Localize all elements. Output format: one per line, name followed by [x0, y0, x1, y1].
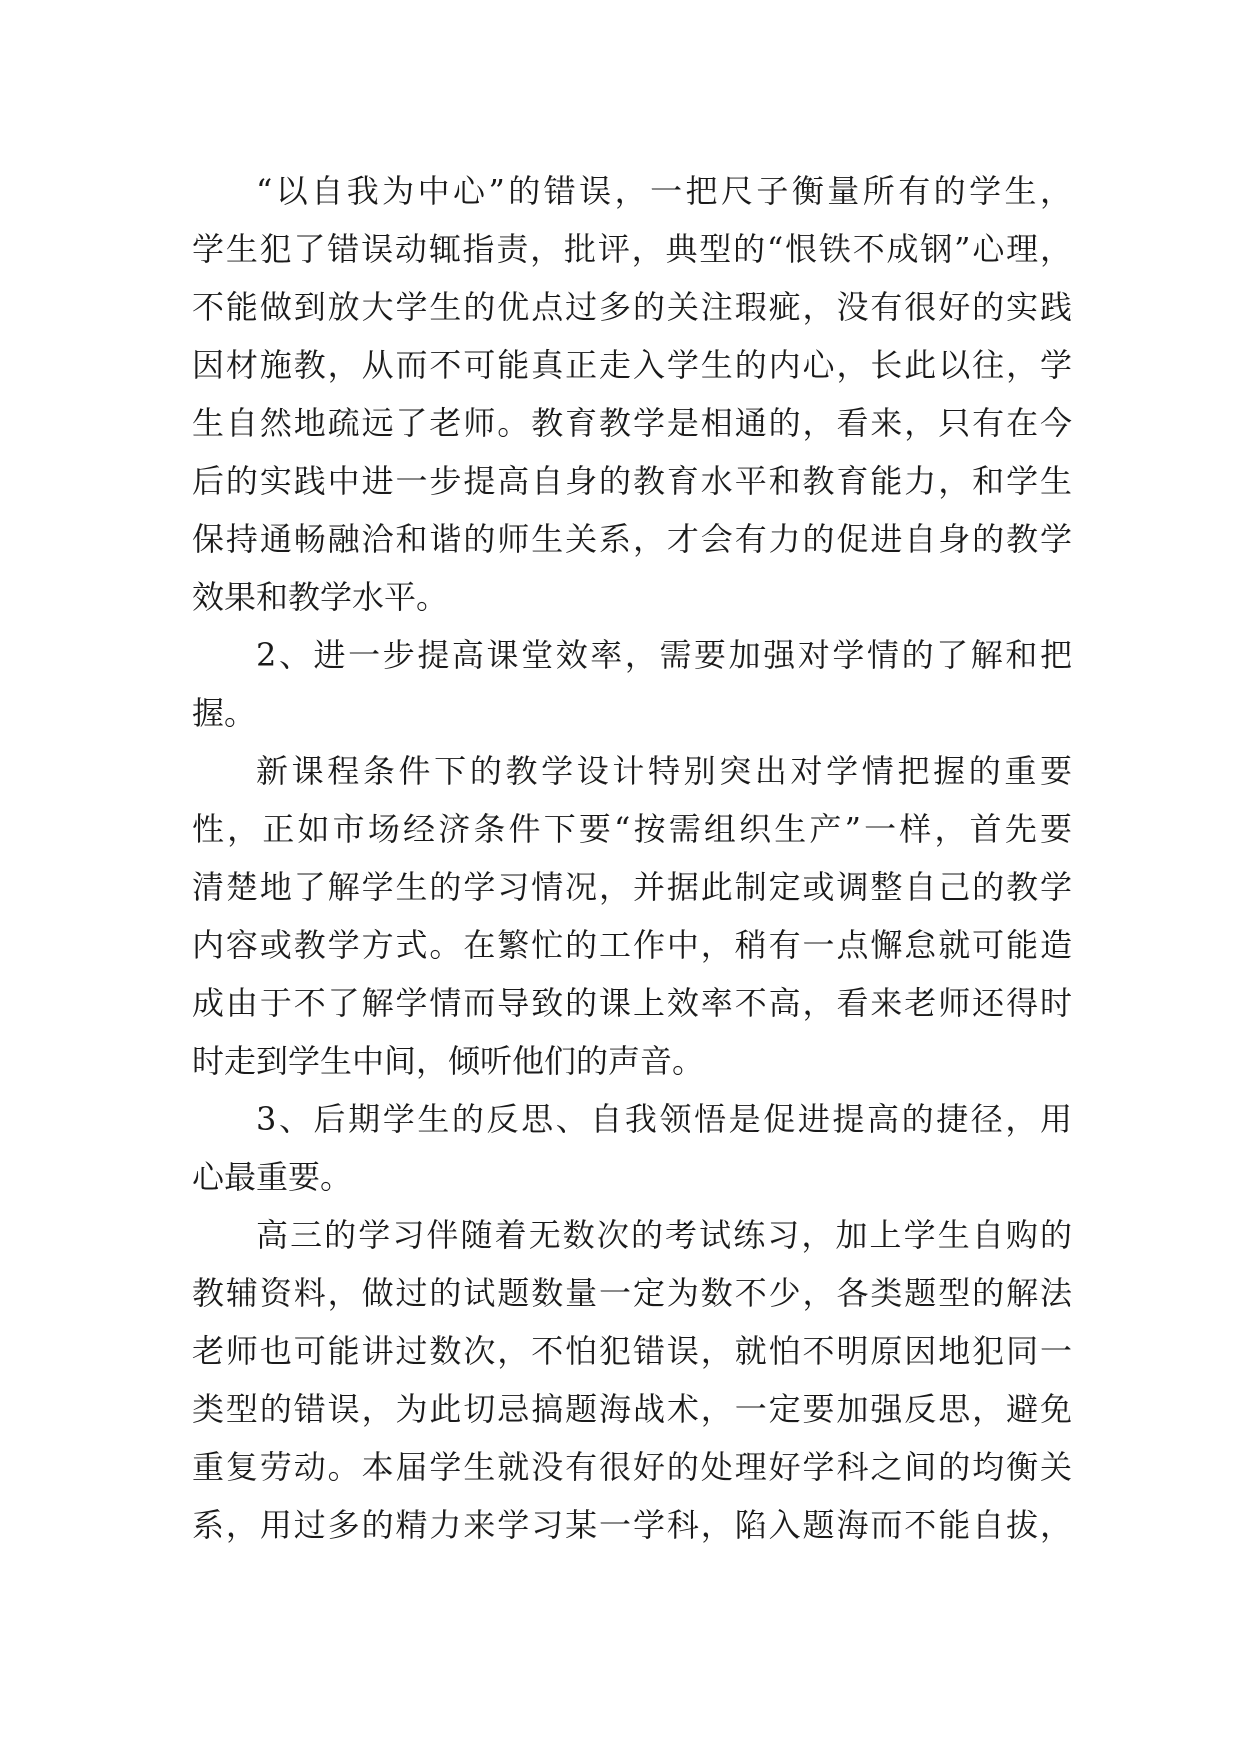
- text-line: 时走到学生中间，倾听他们的声音。: [192, 1042, 705, 1080]
- text-line: 清楚地了解学生的学习情况，并据此制定或调整自己的教学: [192, 868, 1072, 906]
- body-text: [192, 162, 1072, 1554]
- text-line: 不能做到放大学生的优点过多的关注瑕疵，没有很好的实践: [192, 288, 1072, 326]
- text-line: 类型的错误，为此切忌搞题海战术，一定要加强反思，避免: [192, 1390, 1072, 1428]
- text-line: 内容或教学方式。在繁忙的工作中，稍有一点懈怠就可能造: [192, 926, 1072, 964]
- text-line: 保持通畅融洽和谐的师生关系，才会有力的促进自身的教学: [192, 520, 1072, 558]
- text-line: 系，用过多的精力来学习某一学科，陷入题海而不能自拔，: [192, 1506, 1072, 1544]
- text-line: 成由于不了解学情而导致的课上效率不高，看来老师还得时: [192, 984, 1072, 1022]
- text-line: 生自然地疏远了老师。教育教学是相通的，看来，只有在今: [192, 404, 1072, 442]
- text-line: 3、后期学生的反思、自我领悟是促进提高的捷径，用: [256, 1100, 1072, 1138]
- text-line: 因材施教，从而不可能真正走入学生的内心，长此以往，学: [192, 346, 1072, 384]
- text-line: 握。: [192, 694, 257, 732]
- text-line: 重复劳动。本届学生就没有很好的处理好学科之间的均衡关: [192, 1448, 1072, 1486]
- text-line: 效果和教学水平。: [192, 578, 449, 616]
- text-line: 学生犯了错误动辄指责，批评，典型的“恨铁不成钢”心理，: [192, 230, 1072, 268]
- text-line: “以自我为中心”的错误，一把尺子衡量所有的学生，: [256, 172, 1072, 210]
- text-line: 老师也可能讲过数次，不怕犯错误，就怕不明原因地犯同一: [192, 1332, 1072, 1370]
- text-line: 新课程条件下的教学设计特别突出对学情把握的重要: [256, 752, 1072, 790]
- text-line: 后的实践中进一步提高自身的教育水平和教育能力，和学生: [192, 462, 1072, 500]
- text-line: 高三的学习伴随着无数次的考试练习，加上学生自购的: [256, 1216, 1072, 1254]
- text-line: 心最重要。: [192, 1158, 353, 1196]
- text-line: 性，正如市场经济条件下要“按需组织生产”一样，首先要: [192, 810, 1072, 848]
- text-line: 2、进一步提高课堂效率，需要加强对学情的了解和把: [256, 636, 1072, 674]
- text-line: 教辅资料，做过的试题数量一定为数不少，各类题型的解法: [192, 1274, 1072, 1312]
